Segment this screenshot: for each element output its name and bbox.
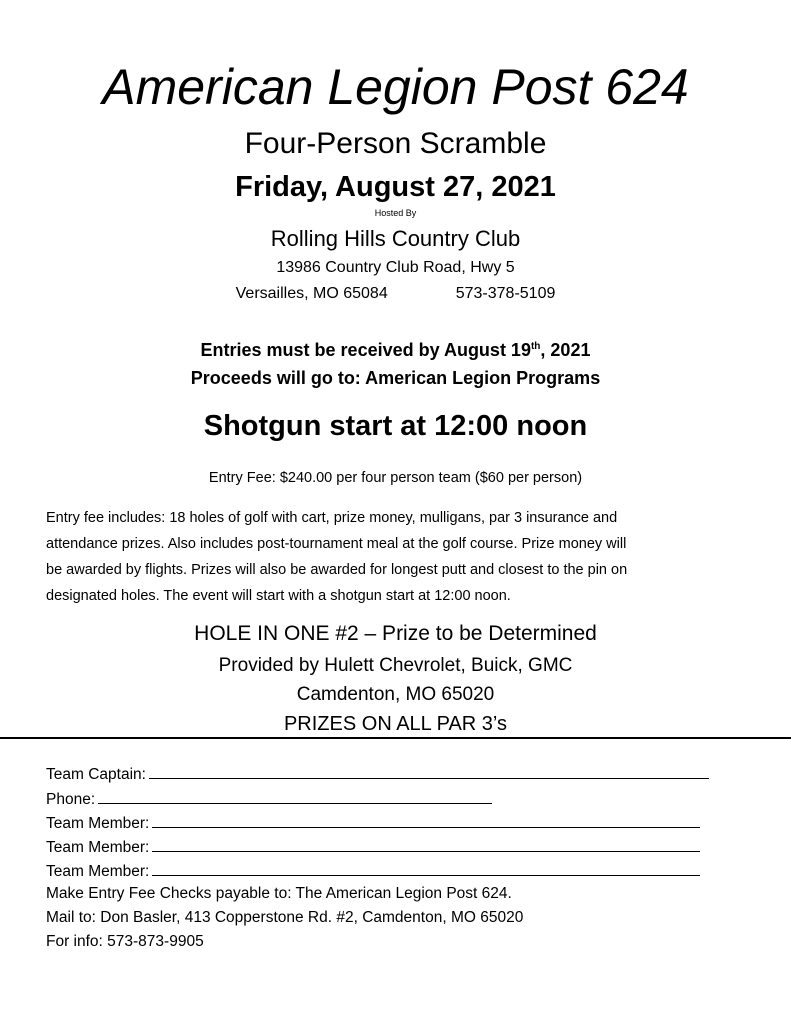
team-member-field[interactable] (152, 812, 700, 828)
hosted-by-label: Hosted By (374, 208, 417, 218)
shotgun-start: Shotgun start at 12:00 noon (203, 410, 588, 442)
mail-to: Mail to: Don Basler, 413 Copperstone Rd. #2, Camdenton, MO 65020 (46, 909, 524, 926)
team-member-field[interactable] (152, 836, 700, 852)
event-date: Friday, August 27, 2021 (235, 171, 556, 203)
venue-name: Rolling Hills Country Club (270, 226, 521, 251)
info-phone: For info: 573-873-9905 (46, 933, 204, 950)
includes-line: Entry fee includes: 18 holes of golf with cart, prize money, mulligans, par 3 insurance and (46, 510, 618, 526)
prize-sponsor: Provided by Hulett Chevrolet, Buick, GMC (218, 655, 573, 676)
team-member-row (46, 836, 700, 859)
team-captain-row (46, 763, 709, 786)
entries-deadline (0, 338, 791, 362)
venue-address: 13986 Country Club Road, Hwy 5 (276, 259, 515, 276)
includes-paragraph (46, 505, 746, 609)
team-member-label: Team Member: (46, 815, 150, 832)
checks-payable: Make Entry Fee Checks payable to: The American Legion Post 624. (46, 885, 512, 902)
team-member-label: Team Member: (46, 863, 150, 880)
venue-city: Versailles, MO 65084 (235, 285, 388, 302)
includes-line: be awarded by flights. Prizes will also be awarded for longest putt and closest to the pin on (46, 562, 628, 578)
phone-field[interactable] (98, 788, 492, 804)
entries-deadline-text: Entries must be received by August 19 (200, 340, 531, 360)
includes-line: attendance prizes. Also includes post-tournament meal at the golf course. Prize money will (46, 536, 627, 552)
hole-in-one: HOLE IN ONE #2 – Prize to be Determined (194, 622, 597, 645)
team-captain-field[interactable] (149, 763, 709, 779)
proceeds-info: Proceeds will go to: American Legion Programs (190, 368, 601, 388)
team-captain-label: Team Captain: (46, 766, 146, 783)
event-subtitle: Four-Person Scramble (244, 127, 547, 160)
par3-prizes: PRIZES ON ALL PAR 3’s (283, 713, 508, 735)
team-member-row (46, 860, 700, 883)
event-title: American Legion Post 624 (102, 59, 689, 115)
team-member-field[interactable] (152, 860, 700, 876)
venue-phone: 573-378-5109 (455, 285, 556, 302)
section-divider (0, 737, 791, 739)
entries-deadline-year: , 2021 (540, 340, 591, 360)
sponsor-location: Camdenton, MO 65020 (296, 684, 495, 705)
phone-row (46, 788, 492, 811)
entry-fee: Entry Fee: $240.00 per four person team ($60 per person) (208, 470, 583, 486)
venue-city-phone (0, 283, 791, 305)
team-member-label: Team Member: (46, 839, 150, 856)
entries-deadline-ordinal: th (530, 341, 541, 352)
includes-line: designated holes. The event will start with a shotgun start at 12:00 noon. (46, 588, 511, 604)
team-member-row (46, 812, 700, 835)
phone-label: Phone: (46, 791, 96, 808)
